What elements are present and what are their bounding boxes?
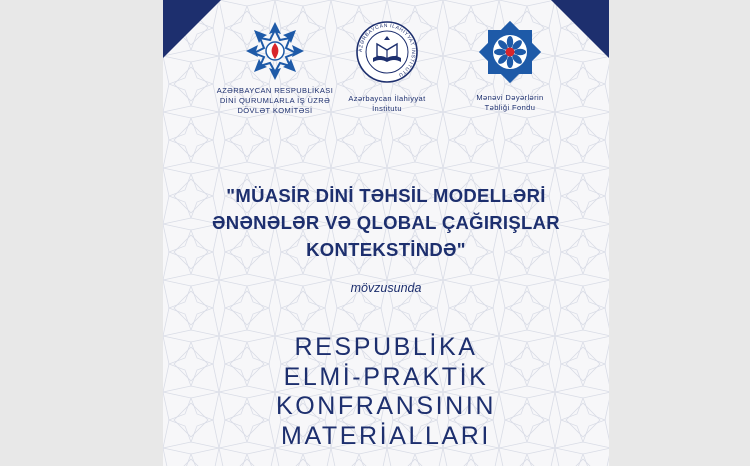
open-book-seal-icon bbox=[355, 20, 419, 84]
conference-poster bbox=[163, 0, 609, 466]
topic-line-1: "MÜASİR DİNİ TƏHSİL MODELLƏRİ bbox=[226, 185, 546, 206]
org-1-line-2: DİNİ QURUMLARLA İŞ ÜZRƏ bbox=[219, 96, 331, 105]
conference-topic bbox=[183, 182, 589, 263]
org-3-line-1: Mənəvi Dəyərlərin bbox=[476, 93, 544, 102]
topic-suffix: mövzusunda bbox=[350, 281, 422, 295]
organization-theology-institute bbox=[337, 20, 437, 114]
organization-moral-values-foundation bbox=[455, 20, 565, 113]
conference-line-4: MATERİALLARI bbox=[281, 421, 491, 450]
conference-line-3: KONFRANSININ bbox=[275, 392, 497, 420]
conference-line-1: RESPUBLİKA bbox=[294, 333, 478, 361]
org-1-line-1: AZƏRBAYCAN RESPUBLİKASI bbox=[216, 86, 334, 95]
topic-line-2: ƏNƏNƏLƏR VƏ QLOBAL ÇAĞIRIŞLAR bbox=[212, 212, 560, 233]
geometric-star-emblem-icon bbox=[478, 20, 542, 84]
org-2-line-1: Azərbaycan İlahiyyat bbox=[348, 94, 426, 103]
conference-line-2: ELMİ-PRAKTİK bbox=[283, 362, 489, 391]
org-3-line-2: Təbliği Fondu bbox=[484, 103, 536, 112]
organization-state-committee bbox=[215, 20, 335, 116]
topic-line-3: KONTEKSTİNDƏ" bbox=[306, 239, 466, 260]
corner-triangle-left bbox=[163, 0, 221, 58]
org-1-line-3: DÖVLƏT KOMİTƏSİ bbox=[237, 106, 313, 115]
conference-title bbox=[163, 333, 609, 451]
star-flame-emblem-icon bbox=[244, 20, 306, 82]
seal-text: AZƏRBAYCAN İLAHİYYAT İNSTİTUTU bbox=[357, 22, 417, 79]
org-2-line-2: İnstitutu bbox=[372, 104, 402, 113]
